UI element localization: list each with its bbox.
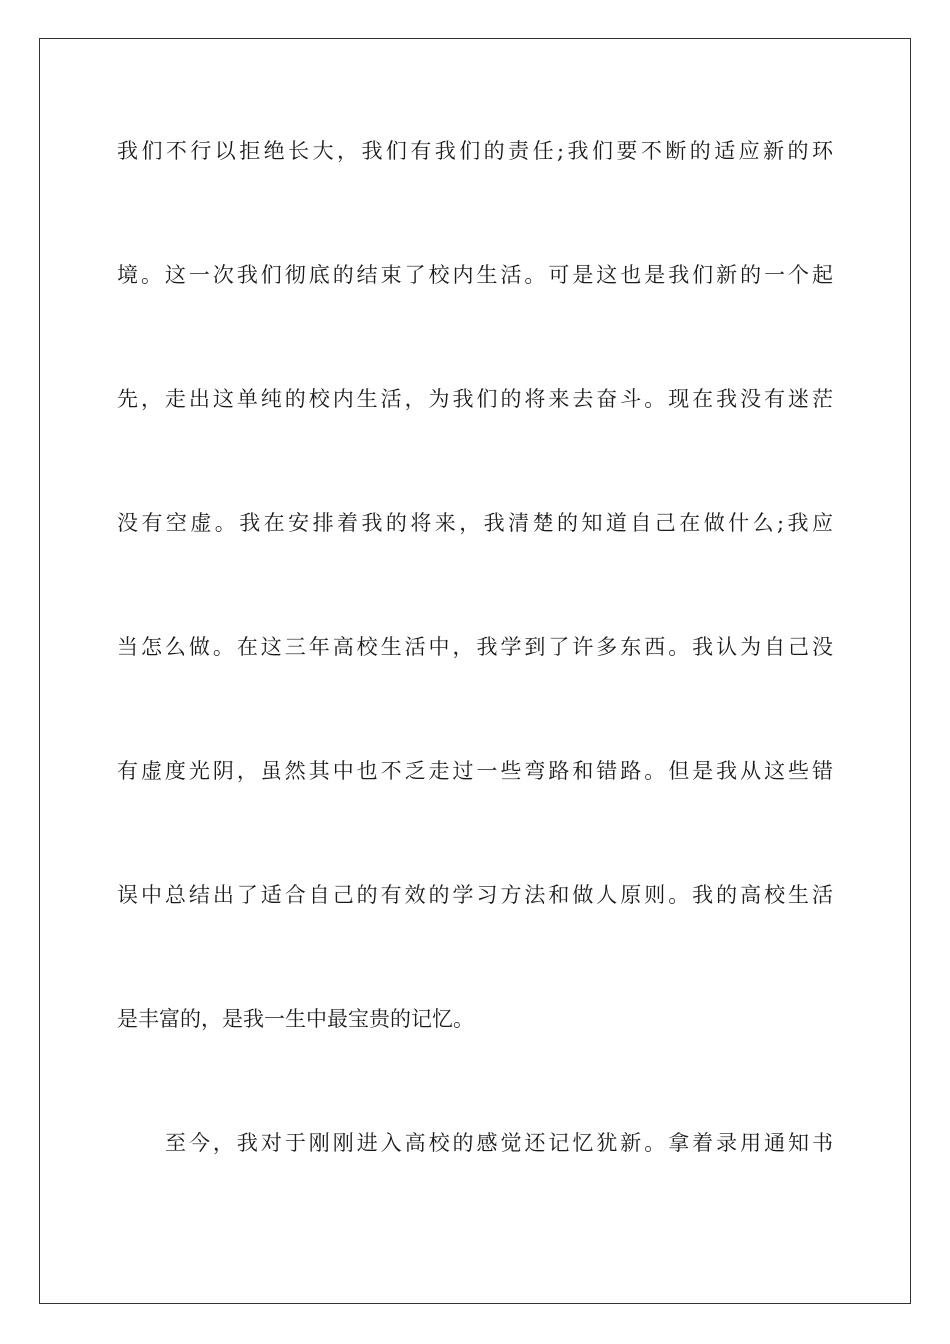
text-line-2: 境。这一次我们彻底的结束了校内生活。可是这也是我们新的一个起 <box>117 263 833 287</box>
text-line-3: 先，走出这单纯的校内生活，为我们的将来去奋斗。现在我没有迷茫 <box>117 387 833 411</box>
text-line-1: 我们不行以拒绝长大，我们有我们的责任;我们要不断的适应新的环 <box>117 139 833 163</box>
page-border <box>39 38 911 1304</box>
text-line-8: 是丰富的，是我一生中最宝贵的记忆。 <box>117 1007 474 1031</box>
text-line-4: 没有空虚。我在安排着我的将来，我清楚的知道自己在做什么;我应 <box>117 511 833 535</box>
text-line-5: 当怎么做。在这三年高校生活中，我学到了许多东西。我认为自己没 <box>117 635 833 659</box>
text-line-9: 至今，我对于刚刚进入高校的感觉还记忆犹新。拿着录用通知书 <box>165 1131 833 1155</box>
text-line-6: 有虚度光阴，虽然其中也不乏走过一些弯路和错路。但是我从这些错 <box>117 759 833 783</box>
text-line-7: 误中总结出了适合自己的有效的学习方法和做人原则。我的高校生活 <box>117 883 833 907</box>
